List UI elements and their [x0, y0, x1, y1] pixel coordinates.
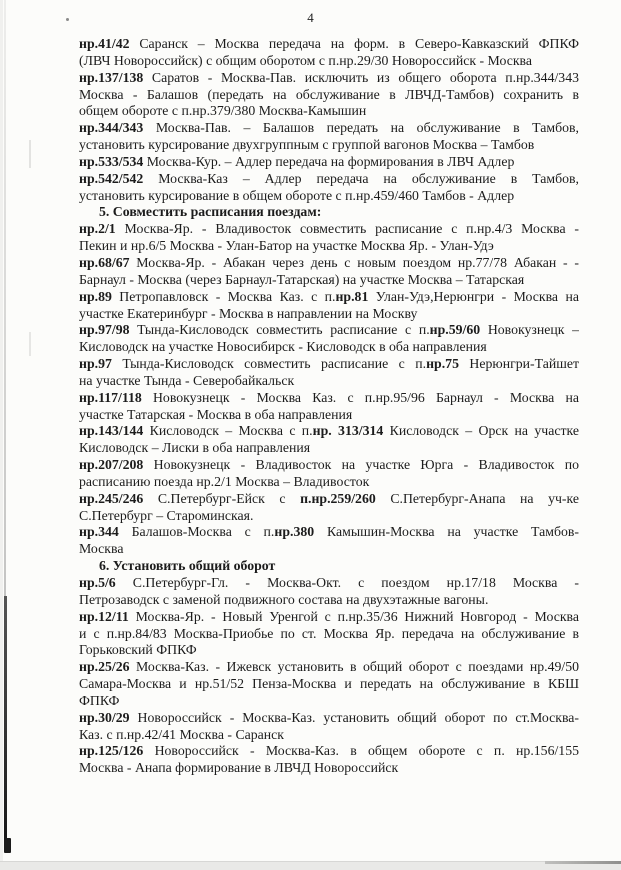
text-run: Москва-Каз. - Ижевск установить в общий оборот с поездами нр.49/50 [129, 659, 579, 675]
text-run-bold: нр.137/138 [79, 69, 144, 85]
text-run: Балашов-Москва с п. [118, 524, 275, 540]
text-run: Нерюнгри-Тайшет [458, 356, 579, 372]
text-run: Саранск – Москва передача на форм. в Северо-Кавказский ФПКФ [129, 36, 579, 51]
text-run: установить курсирование двухгруппным с группой вагонов Москва – Тамбов [79, 137, 535, 153]
text-line [79, 188, 579, 205]
text-run-bold: нр.75 [426, 356, 459, 372]
text-line [79, 53, 579, 70]
scan-artifact-left-blob [4, 838, 11, 853]
text-line [79, 70, 579, 87]
text-run-bold: нр. 313/314 [312, 423, 384, 439]
text-run: (ЛВЧ Новороссийск) с общим оборотом с п.нр.29/30 Новороссийск - Москва [79, 52, 532, 68]
text-run: Москва-Пав. – Балашов передать на обслуживание в Тамбов, [143, 120, 579, 136]
text-run: Петропавловск - Москва Каз. с п. [111, 288, 336, 304]
text-line [79, 423, 579, 440]
scan-artifact-left-line-dark [4, 596, 7, 844]
text-line [79, 137, 579, 154]
text-run: С.Петербург-Ейск с [143, 490, 301, 506]
text-line [79, 541, 579, 558]
text-run: расписанию поезда нр.2/1 Москва – Владивосток [79, 473, 370, 489]
text-run-bold: нр.5/6 [79, 575, 116, 590]
text-run: участке Екатеринбург - Москва в направлении на Москву [79, 305, 418, 321]
text-line [79, 407, 579, 424]
text-run: Москва - Балашов (передать на обслуживание в ЛВЧД-Тамбов) сохранить в [79, 86, 579, 102]
scan-edge-bottom-dark-segment [545, 861, 621, 864]
text-line [79, 659, 579, 676]
text-run: С.Петербург – Староминская. [79, 507, 254, 523]
scan-artifact-smudge [29, 140, 31, 168]
text-run-bold: нр.380 [274, 524, 315, 540]
text-line [79, 238, 579, 255]
text-line [79, 221, 579, 238]
text-run-bold: нр.81 [335, 288, 369, 304]
text-run-bold: нр.30/29 [79, 709, 130, 725]
text-line [79, 710, 579, 727]
text-line [79, 306, 579, 323]
text-run-bold: нр.542/542 [79, 170, 144, 186]
text-run: Новокузнецк - Владивосток на участке Юрга - Владивосток по [143, 457, 579, 473]
text-line [79, 474, 579, 491]
text-run: общем обороте с п.нр.379/380 Москва-Камышин [79, 103, 367, 119]
text-run-bold: нр.41/42 [79, 36, 130, 51]
text-run-bold: нр.117/118 [79, 389, 142, 405]
text-line [79, 626, 579, 643]
text-line [79, 289, 579, 306]
text-line [79, 103, 579, 120]
text-run: ФПКФ [79, 692, 120, 708]
text-run: установить курсирование в общем обороте с п.нр.459/460 Тамбов - Адлер [79, 187, 515, 203]
text-line [79, 356, 579, 373]
text-line [79, 727, 579, 744]
text-run: Москва-Яр. - Новый Уренгой с п.нр.35/36 Нижний Новгород - Москва [128, 608, 579, 624]
text-run-bold: нр.143/144 [79, 423, 144, 439]
text-run: С.Петербург-Анапа на уч-ке [375, 490, 579, 506]
document-body [79, 36, 579, 777]
text-line [79, 575, 579, 592]
text-run: Москва - Анапа формирование в ЛВЧД Новороссийск [79, 760, 399, 776]
text-run: Горьковский ФПКФ [79, 642, 197, 658]
text-run: Новокузнецк - Москва Каз. с п.нр.95/96 Барнаул - Москва на [141, 389, 579, 405]
text-run-bold: 6. Установить общий оборот [99, 558, 276, 574]
text-run: Кисловодск – Лиски в оба направления [79, 440, 311, 456]
text-line [79, 676, 579, 693]
text-run: Улан-Удэ,Нерюнгри - Москва на [368, 288, 579, 304]
text-run-bold: нр.533/534 [79, 153, 144, 169]
text-run-bold: нр.2/1 [79, 221, 116, 237]
text-line [79, 457, 579, 474]
text-run-bold: нр.344 [79, 524, 119, 540]
text-line [79, 642, 579, 659]
scan-artifact-smudge [29, 332, 31, 356]
text-run: Новороссийск - Москва-Каз. в общем обороте с п. нр.156/155 [143, 743, 579, 759]
text-line [79, 743, 579, 760]
text-line [79, 390, 579, 407]
text-line [79, 36, 579, 53]
text-line [79, 171, 579, 188]
text-run: Москва-Яр. - Абакан через день с новым поездом нр.77/78 Абакан - - [129, 254, 579, 270]
text-run: Саратов - Москва-Пав. исключить из общего оборота п.нр.344/343 [143, 69, 579, 85]
scan-artifact-dot [66, 18, 69, 21]
text-run: Камышин-Москва на участке Тамбов- [314, 524, 579, 540]
text-run: Москва-Яр. - Владивосток совместить расписание с п.нр.4/3 Москва - [115, 221, 579, 237]
text-line [79, 322, 579, 339]
text-line [79, 609, 579, 626]
text-run: участке Татарская - Москва в оба направления [79, 406, 353, 422]
page-number: 4 [307, 10, 314, 25]
text-run: Новокузнецк – [480, 322, 579, 338]
text-run-bold: нр.59/60 [429, 322, 481, 338]
text-run-bold: 5. Совместить расписания поездам: [99, 204, 322, 220]
text-line [79, 693, 579, 710]
text-line [79, 440, 579, 457]
text-run: Самара-Москва и нр.51/52 Пенза-Москва и передать на обслуживание в КБШ [79, 676, 579, 692]
text-line [79, 373, 579, 390]
text-run: Москва-Каз – Адлер передача на обслуживание в Тамбов, [143, 170, 579, 186]
text-run-bold: нр.89 [79, 288, 112, 304]
text-line [79, 339, 579, 356]
text-line [79, 255, 579, 272]
text-line [79, 120, 579, 137]
text-line [79, 592, 579, 609]
text-line [79, 87, 579, 104]
text-run: Барнаул - Москва (через Барнаул-Татарская) на участке Москва – Татарская [79, 271, 525, 287]
section-heading [79, 204, 579, 221]
text-run: и с п.нр.84/83 Москва-Приобье по ст. Москва Яр. передача на обслуживание в [79, 625, 579, 641]
text-line [79, 154, 579, 171]
text-run: С.Петербург-Гл. - Москва-Окт. с поездом нр.17/18 Москва - [115, 575, 579, 590]
text-run: Петрозаводск с заменой подвижного состава на двухэтажные вагоны. [79, 591, 489, 607]
text-run: Каз. с п.нр.42/41 Москва - Саранск [79, 726, 285, 742]
section-heading [79, 558, 579, 575]
text-run: Тында-Кисловодск совместить расписание с п. [129, 322, 430, 338]
text-run-bold: нр.125/126 [79, 743, 144, 759]
text-run-bold: нр.12/11 [79, 608, 129, 624]
text-run-bold: нр.245/246 [79, 490, 144, 506]
text-run-bold: нр.68/67 [79, 254, 130, 270]
text-line [79, 491, 579, 508]
text-run-bold: нр.25/26 [79, 659, 130, 675]
text-run: Кисловодск на участке Новосибирск - Кисловодск в оба направления [79, 339, 487, 355]
text-run: Кисловодск – Орск на участке [383, 423, 579, 439]
text-run: Москва-Кур. – Адлер передача на формирования в ЛВЧ Адлер [143, 153, 515, 169]
text-run: Новороссийск - Москва-Каз. установить общий оборот по ст.Москва- [129, 709, 579, 725]
text-run-bold: нр.344/343 [79, 120, 144, 136]
text-run: Пекин и нр.6/5 Москва - Улан-Батор на участке Москва Яр. - Улан-Удэ [79, 238, 494, 254]
scan-artifact-left-line-faint [4, 0, 6, 600]
text-line [79, 524, 579, 541]
text-run-bold: нр.97 [79, 356, 112, 372]
text-line [79, 508, 579, 525]
text-run: Тында-Кисловодск совместить расписание с п. [111, 356, 427, 372]
text-run: на участке Тында - Северобайкальск [79, 372, 295, 388]
text-line [79, 272, 579, 289]
text-run-bold: нр.207/208 [79, 457, 144, 473]
text-run: Кисловодск – Москва с п. [143, 423, 313, 439]
text-run-bold: нр.97/98 [79, 322, 130, 338]
scan-edge-left-shade [0, 0, 3, 869]
text-line [79, 760, 579, 777]
text-run-bold: п.нр.259/260 [300, 490, 376, 506]
text-run: Москва [79, 541, 124, 557]
